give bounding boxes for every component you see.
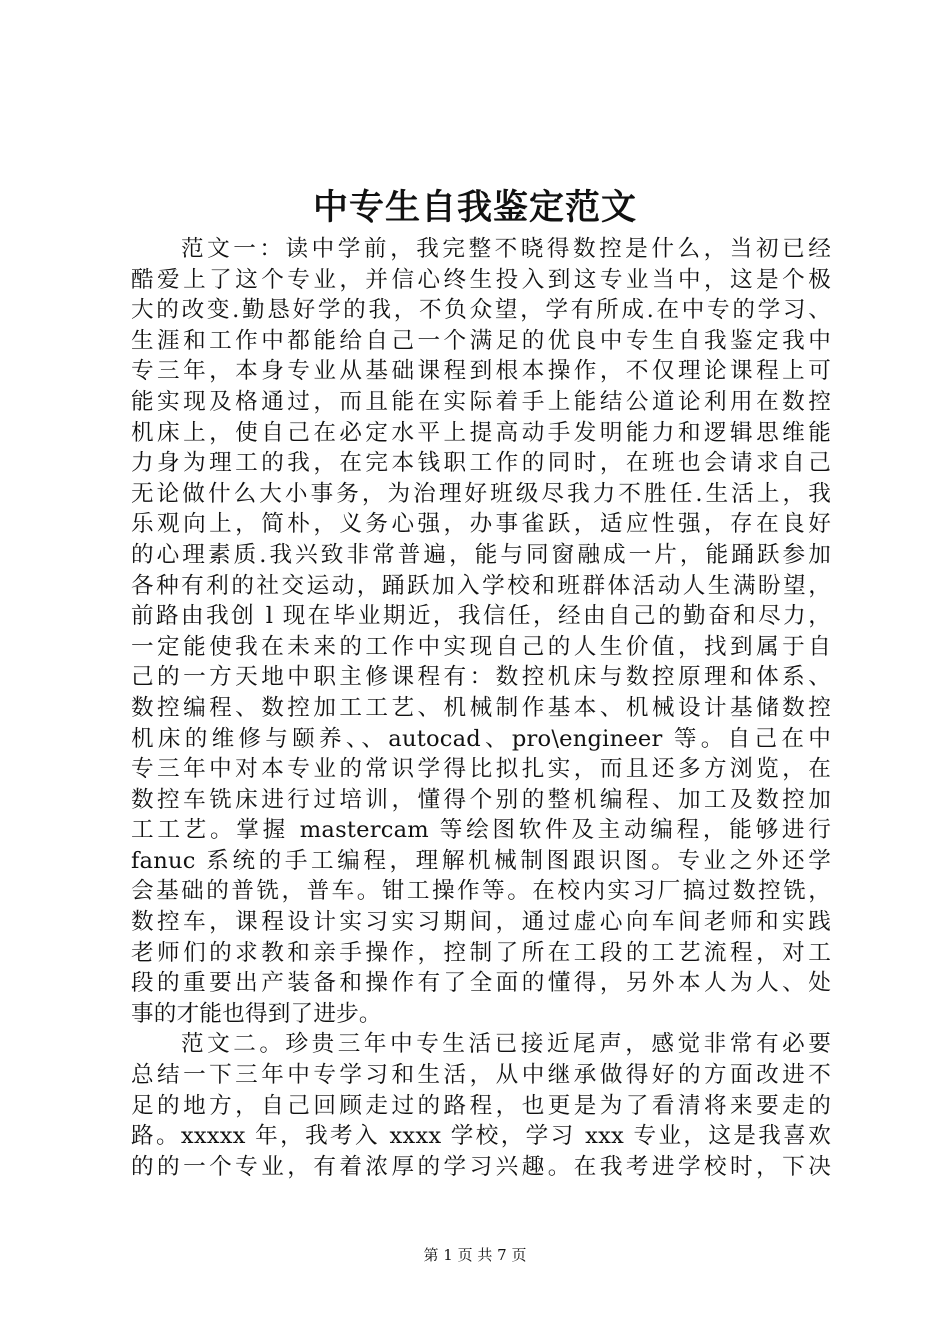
text-line: 事的才能也得到了进步。: [131, 1000, 382, 1027]
text-line: 生涯和工作中都能给自己一个满足的优良中专生自我鉴定我中: [131, 327, 831, 354]
text-line: 范文二。珍贵三年中专生活已接近尾声，感觉非常有必要: [181, 1031, 831, 1058]
text-line: 能实现及格通过，而且能在实际着手上能结公道论利用在数控: [131, 388, 831, 415]
text-line: 老师们的求教和亲手操作，控制了所在工段的工艺流程，对工: [131, 939, 831, 966]
text-line: 一定能使我在未来的工作中实现自己的人生价值，找到属于自: [131, 633, 831, 660]
text-line: 的心理素质.我兴致非常普遍，能与同窗融成一片，能踊跃参加: [131, 541, 831, 568]
text-line: 无论做什么大小事务，为治理好班级尽我力不胜任.生活上，我: [131, 480, 831, 507]
text-line: 大的改变.勤恳好学的我，不负众望，学有所成.在中专的学习、: [131, 297, 831, 324]
text-line: 会基础的普铣，普车。钳工操作等。在校内实习厂搞过数控铣，: [131, 878, 831, 905]
text-line: 数控编程、数控加工工艺、机械制作基本、机械设计基储数控: [131, 694, 831, 721]
text-line: 酷爱上了这个专业，并信心终生投入到这专业当中，这是个极: [131, 266, 831, 293]
text-line: 足的地方，自己回顾走过的路程，也更是为了看清将来要走的: [131, 1092, 831, 1119]
text-line: 机床的维修与颐养、、autocad、pro\engineer 等。自己在中: [131, 725, 831, 752]
text-line: 专三年，本身专业从基础课程到根本操作，不仅理论课程上可: [131, 358, 831, 385]
text-line: 各种有利的社交运动，踊跃加入学校和班群体活动人生满盼望，: [131, 572, 831, 599]
text-line: 数控车，课程设计实习实习期间，通过虚心向车间老师和实践: [131, 909, 831, 936]
document-body: [131, 234, 831, 1182]
text-line: 机床上，使自己在必定水平上提高动手发明能力和逻辑思维能: [131, 419, 831, 446]
text-line: 范文一：读中学前，我完整不晓得数控是什么，当初已经: [181, 236, 831, 262]
text-line: fanuc 系统的手工编程，理解机械制图跟识图。专业之外还学: [131, 847, 831, 874]
text-line: 前路由我创 l 现在毕业期近，我信任，经由自己的勤奋和尽力，: [131, 603, 831, 630]
text-line: 路。xxxxx 年，我考入 xxxx 学校，学习 xxx 专业，这是我喜欢: [131, 1123, 831, 1150]
text-line: 工工艺。掌握 mastercam 等绘图软件及主动编程，能够进行: [131, 817, 831, 844]
text-line: 专三年中对本专业的常识学得比拟扎实，而且还多方浏览，在: [131, 756, 831, 783]
page-footer: 第 1 页 共 7 页: [423, 1246, 527, 1264]
document-title: 中专生自我鉴定范文: [312, 188, 637, 228]
text-line: 己的一方天地中职主修课程有：数控机床与数控原理和体系、: [131, 664, 831, 691]
text-line: 数控车铣床进行过培训，懂得个别的整机编程、加工及数控加: [131, 786, 831, 813]
text-line: 的的一个专业，有着浓厚的学习兴趣。在我考进学校时，下决: [131, 1153, 831, 1180]
text-line: 乐观向上，简朴，义务心强，办事雀跃，适应性强，存在良好: [131, 511, 831, 538]
text-line: 总结一下三年中专学习和生活，从中继承做得好的方面改进不: [131, 1062, 831, 1089]
text-line: 段的重要出产装备和操作有了全面的懂得，另外本人为人、处: [131, 970, 831, 997]
text-line: 力身为理工的我，在完本钱职工作的同时，在班也会请求自己: [131, 450, 831, 477]
